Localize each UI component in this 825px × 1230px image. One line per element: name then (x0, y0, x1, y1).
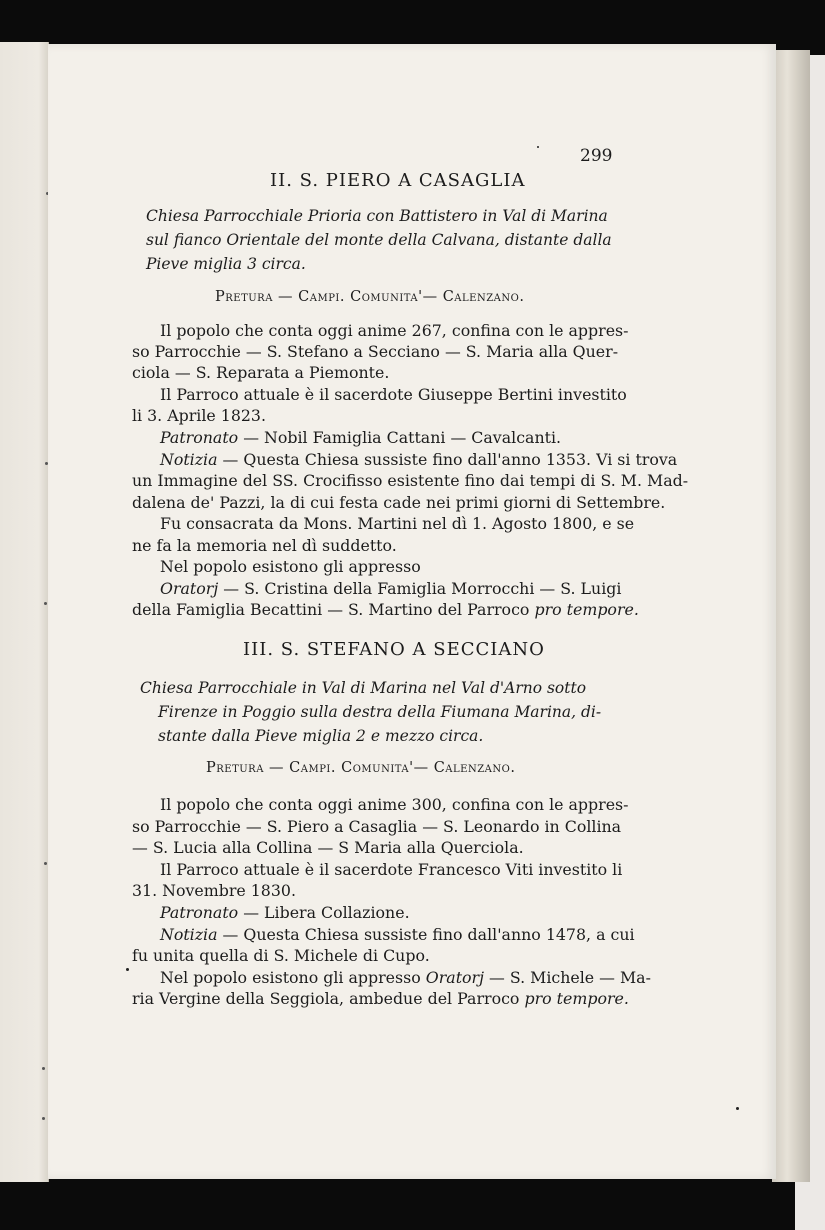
oratorj-text: — S. Cristina della Famiglia Morrocchi — S. Luigi (218, 579, 622, 598)
notizia-line (160, 449, 677, 470)
text-line: ciola — S. Reparata a Piemonte. (132, 363, 390, 382)
notizia-label: Notizia (160, 925, 218, 944)
notizia-label: Notizia (160, 450, 218, 469)
popolo-text: Nel popolo esistono gli appresso (160, 968, 426, 987)
oratorj-line (160, 578, 621, 599)
patronato-line (160, 902, 410, 923)
pro-tempore: pro tempore. (534, 600, 639, 619)
section-3-intro (140, 676, 601, 748)
patronato-line (160, 427, 561, 448)
book-page (48, 44, 776, 1179)
notizia-line (160, 924, 635, 945)
section-2-intro-line: Pieve miglia 3 circa. (146, 255, 306, 273)
patronato-text: — Nobil Famiglia Cattani — Cavalcanti. (238, 428, 562, 447)
text-line: ne fa la memoria nel dì suddetto. (132, 536, 397, 555)
text-line: so Parrocchie — S. Stefano a Secciano — S. Maria alla Quer- (132, 342, 619, 361)
text-line: Il popolo che conta oggi anime 300, confina con le appres- (160, 795, 629, 814)
section-3-heading: III. S. STEFANO A SECCIANO (243, 639, 545, 660)
patronato-text: — Libera Collazione. (238, 903, 410, 922)
section-3-intro-line: stante dalla Pieve miglia 2 e mezzo circa. (158, 727, 484, 745)
text-line: un Immagine del SS. Crocifisso esistente fino dai tempi di S. M. Mad- (132, 471, 689, 490)
final-text: della Famiglia Becattini — S. Martino del Parroco (132, 600, 535, 619)
popolo-line (160, 967, 651, 988)
text-line: so Parrocchie — S. Piero a Casaglia — S. Leonardo in Collina (132, 817, 622, 836)
oratorj-label: Oratorj (160, 579, 219, 598)
patronato-label: Patronato (160, 903, 239, 922)
text-line: — S. Lucia alla Collina — S Maria alla Querciola. (132, 838, 524, 857)
section-3-intro-line: Firenze in Poggio sulla destra della Fiumana Marina, di- (158, 703, 602, 721)
text-line: Il popolo che conta oggi anime 267, confina con le appres- (160, 321, 629, 340)
section-2-heading: II. S. PIERO A CASAGLIA (270, 170, 526, 191)
text-line: dalena de' Pazzi, la di cui festa cade nei primi giorni di Settembre. (132, 493, 666, 512)
final-line (132, 599, 639, 620)
section-2-intro (146, 204, 612, 276)
text-line: Nel popolo esistono gli appresso (160, 557, 421, 576)
text-line: Il Parroco attuale è il sacerdote Francesco Viti investito li (160, 860, 623, 879)
section-2-intro-line: Chiesa Parrocchiale Prioria con Battistero in Val di Marina (146, 207, 608, 225)
section-2-subtitle: Pretura — Campi. Comunita'— Calenzano. (215, 289, 525, 305)
popolo-end: — S. Michele — Ma- (484, 968, 651, 987)
text-line: Fu consacrata da Mons. Martini nel dì 1. Agosto 1800, e se (160, 514, 635, 533)
page-stack-edge (772, 50, 810, 1182)
oratorj-label: Oratorj (425, 968, 485, 987)
final-line (132, 988, 629, 1009)
facing-page-edge (0, 42, 49, 1182)
notizia-text: — Questa Chiesa sussiste fino dall'anno 1353. Vi si trova (217, 450, 678, 469)
section-3-subtitle: Pretura — Campi. Comunita'— Calenzano. (206, 760, 516, 776)
pro-tempore: pro tempore. (524, 989, 629, 1008)
section-2-intro-line: sul fianco Orientale del monte della Calvana, distante dalla (146, 231, 612, 249)
ink-speck (537, 146, 539, 148)
page-number: 299 (580, 146, 613, 166)
patronato-label: Patronato (160, 428, 239, 447)
final-text: ria Vergine della Seggiola, ambedue del Parroco (132, 989, 525, 1008)
notizia-text: — Questa Chiesa sussiste fino dall'anno 1478, a cui (217, 925, 635, 944)
ink-speck (126, 968, 129, 971)
text-line: li 3. Aprile 1823. (132, 406, 266, 425)
text-line: Il Parroco attuale è il sacerdote Giuseppe Bertini investito (160, 385, 627, 404)
section-3-intro-line: Chiesa Parrocchiale in Val di Marina nel Val d'Arno sotto (140, 679, 587, 697)
ink-speck (736, 1107, 739, 1110)
text-line: fu unita quella di S. Michele di Cupo. (132, 946, 430, 965)
text-line: 31. Novembre 1830. (132, 881, 296, 900)
